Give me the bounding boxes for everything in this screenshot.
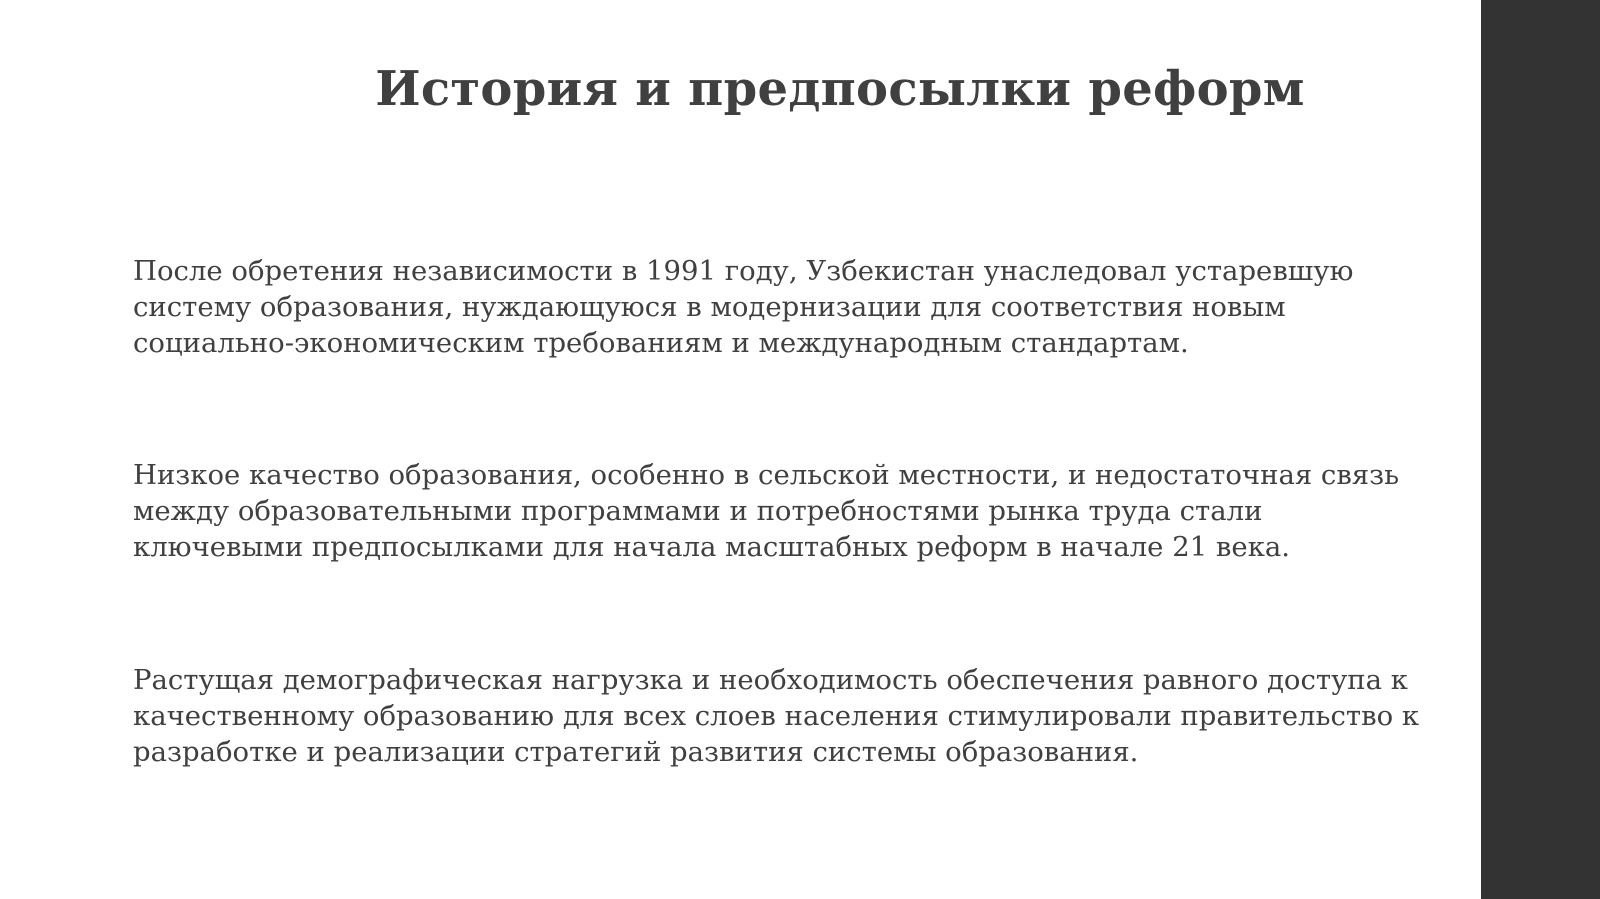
paragraph-demographics — [133, 662, 1493, 770]
paragraph-independence — [133, 253, 1493, 361]
paragraph-line: Растущая демографическая нагрузка и необходимость обеспечения равного доступа к — [133, 664, 1408, 696]
paragraph-line: После обретения независимости в 1991 году, Узбекистан унаследовал устаревшую — [133, 255, 1354, 287]
right-side-bar — [1481, 0, 1600, 899]
paragraph-line: Низкое качество образования, особенно в сельской местности, и недостаточная связь — [133, 459, 1400, 491]
paragraph-line: качественному образованию для всех слоев населения стимулировали правительство к — [133, 700, 1420, 732]
slide-title: История и предпосылки реформ — [375, 61, 1305, 117]
paragraph-line: ключевыми предпосылками для начала масштабных реформ в начале 21 века. — [133, 531, 1291, 563]
paragraph-line: разработке и реализации стратегий развития системы образования. — [133, 736, 1139, 768]
paragraph-line: систему образования, нуждающуюся в модернизации для соответствия новым — [133, 291, 1286, 323]
paragraph-quality — [133, 457, 1493, 565]
paragraph-line: между образовательными программами и потребностями рынка труда стали — [133, 495, 1263, 527]
paragraph-line: социально-экономическим требованиям и международным стандартам. — [133, 327, 1189, 359]
